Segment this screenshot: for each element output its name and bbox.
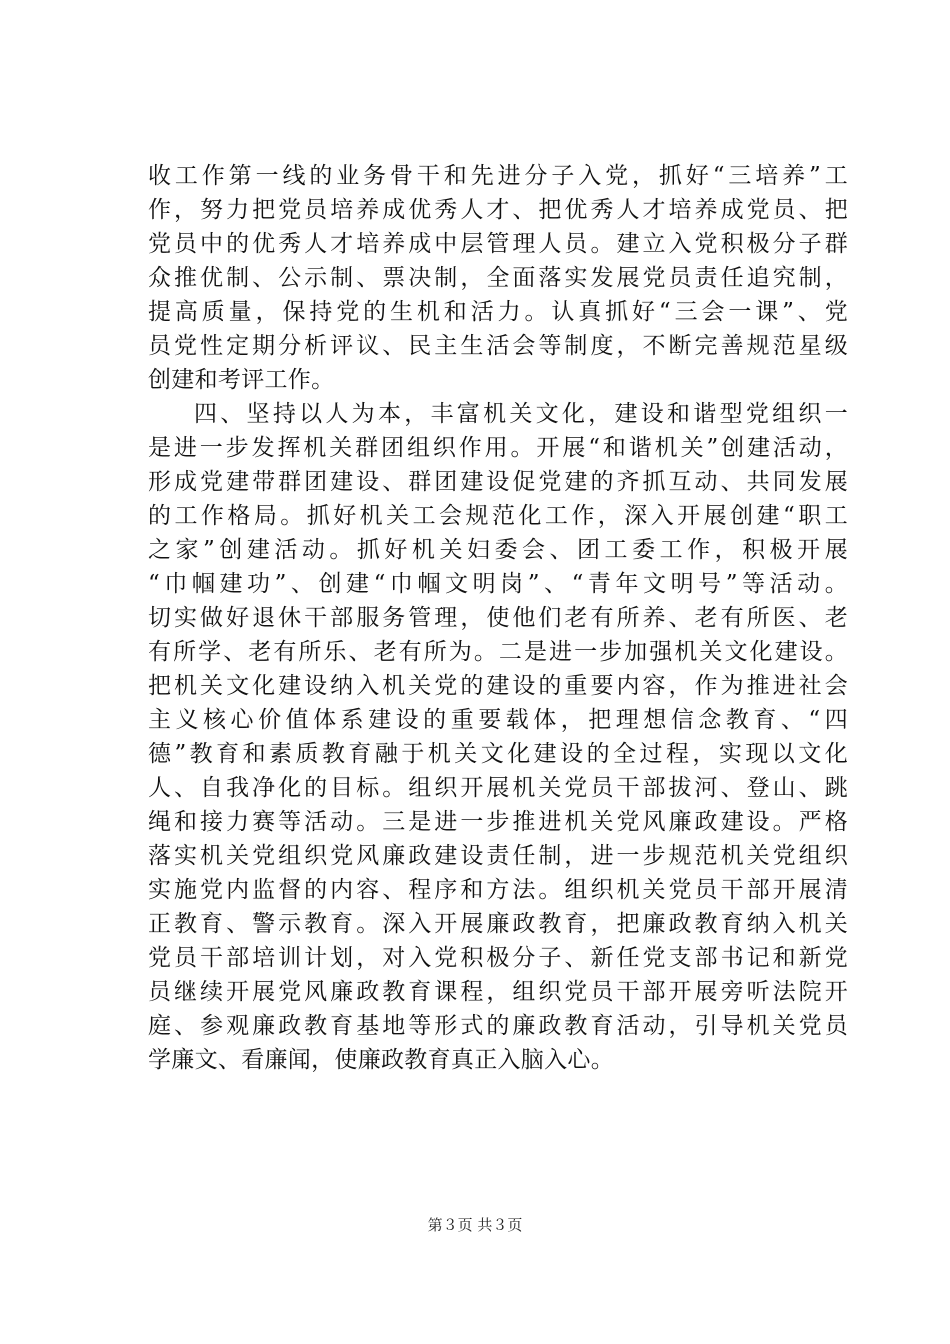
text-line: 员党性定期分析评议、民主生活会等制度，不断完善规范星级 [148, 333, 848, 359]
text-line: 提高质量，保持党的生机和活力。认真抓好“三会一课”、党 [148, 299, 848, 325]
text-line: 党员干部培训计划，对入党积极分子、新任党支部书记和新党 [148, 945, 848, 971]
text-line-paragraph-end: 学廉文、看廉闻，使廉政教育真正入脑入心。 [148, 1047, 614, 1073]
text-line: 正教育、警示教育。深入开展廉政教育，把廉政教育纳入机关 [148, 911, 848, 937]
text-line: 绳和接力赛等活动。三是进一步推进机关党风廉政建设。严格 [148, 809, 848, 835]
text-line-paragraph-start: 四、坚持以人为本，丰富机关文化，建设和谐型党组织一 [194, 401, 848, 427]
text-line: “巾帼建功”、创建“巾帼文明岗”、“青年文明号”等活动。 [148, 571, 848, 597]
text-line: 实施党内监督的内容、程序和方法。组织机关党员干部开展清 [148, 877, 848, 903]
text-line: 主义核心价值体系建设的重要载体，把理想信念教育、“四 [148, 707, 848, 733]
page-number-footer: 第３页 共３页 [427, 1216, 523, 1234]
text-line: 有所学、老有所乐、老有所为。二是进一步加强机关文化建设。 [148, 639, 848, 665]
text-line: 是进一步发挥机关群团组织作用。开展“和谐机关”创建活动， [148, 435, 848, 461]
text-line: 人、自我净化的目标。组织开展机关党员干部拔河、登山、跳 [148, 775, 848, 801]
text-line: 党员中的优秀人才培养成中层管理人员。建立入党积极分子群 [148, 231, 848, 257]
text-line: 庭、参观廉政教育基地等形式的廉政教育活动，引导机关党员 [148, 1013, 848, 1039]
text-line-paragraph-end: 创建和考评工作。 [148, 367, 335, 393]
text-line: 之家”创建活动。抓好机关妇委会、团工委工作，积极开展 [148, 537, 848, 563]
text-line: 作，努力把党员培养成优秀人才、把优秀人才培养成党员、把 [148, 197, 848, 223]
text-line: 落实机关党组织党风廉政建设责任制，进一步规范机关党组织 [148, 843, 848, 869]
text-line: 形成党建带群团建设、群团建设促党建的齐抓互动、共同发展 [148, 469, 848, 495]
body-text [148, 159, 848, 1077]
text-line: 众推优制、公示制、票决制，全面落实发展党员责任追究制， [148, 265, 848, 291]
text-line: 的工作格局。抓好机关工会规范化工作，深入开展创建“职工 [148, 503, 848, 529]
text-line: 把机关文化建设纳入机关党的建设的重要内容，作为推进社会 [148, 673, 848, 699]
text-line: 收工作第一线的业务骨干和先进分子入党，抓好“三培养”工 [148, 163, 848, 189]
text-line: 切实做好退休干部服务管理，使他们老有所养、老有所医、老 [148, 605, 848, 631]
text-line: 德”教育和素质教育融于机关文化建设的全过程，实现以文化 [148, 741, 848, 767]
text-line: 员继续开展党风廉政教育课程，组织党员干部开展旁听法院开 [148, 979, 848, 1005]
